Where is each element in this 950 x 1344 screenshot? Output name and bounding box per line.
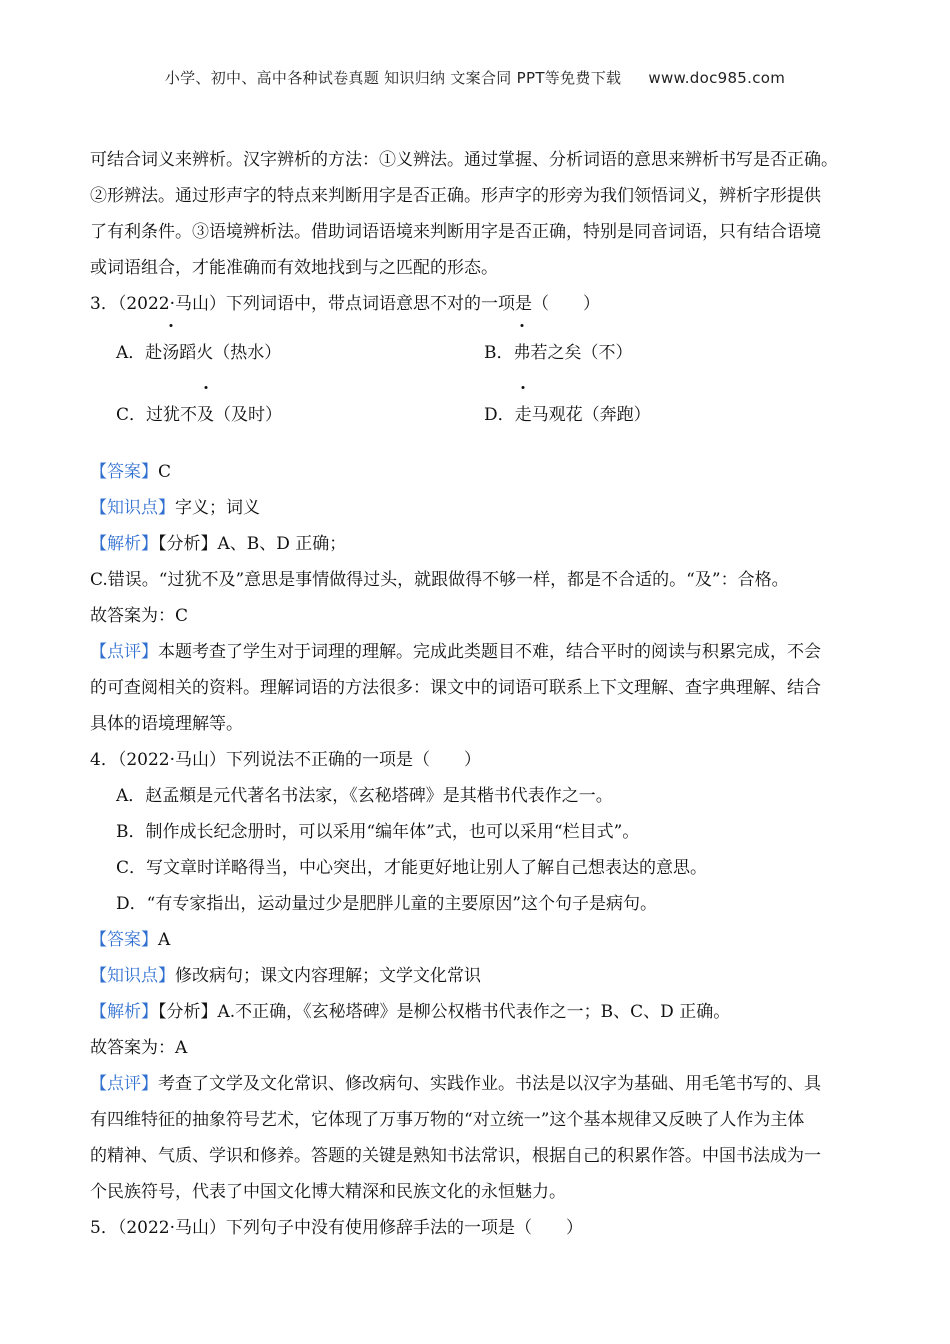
knowledge-tag: 【知识点】 xyxy=(90,498,175,518)
comment-tag: 【点评】 xyxy=(90,1074,158,1094)
answer-value: C xyxy=(158,462,172,482)
knowledge-value: 修改病句；课文内容理解；文学文化常识 xyxy=(175,966,481,986)
comment-value: 本题考查了学生对于词理的理解。完成此类题目不难，结合平时的阅读与积累完成，不会 xyxy=(158,642,821,662)
intro-paragraph xyxy=(90,142,850,286)
knowledge-line xyxy=(90,958,850,994)
analysis-tag: 【解析】 xyxy=(90,1002,158,1022)
answer-tag: 【答案】 xyxy=(90,930,158,950)
option-d-prefix: D． xyxy=(484,405,515,425)
final-answer-line: 故答案为：C xyxy=(90,606,189,626)
answer-tag: 【答案】 xyxy=(90,462,158,482)
dotted-char: 及 xyxy=(197,384,214,446)
question-3-options-row-1 xyxy=(90,322,850,384)
option-a-prefix: A．赴 xyxy=(116,343,163,363)
comment-value: 考查了文学及文化常识、修改病句、实践作业。书法是以汉字为基础、用毛笔书写的、具 xyxy=(158,1074,821,1094)
answer-line xyxy=(90,454,850,490)
comment-line: 个民族符号，代表了中国文化博大精深和民族文化的永恒魅力。 xyxy=(90,1182,566,1202)
question-4 xyxy=(90,742,850,1210)
page-header xyxy=(0,67,950,88)
option-c xyxy=(116,384,282,446)
option-c-suffix: （及时） xyxy=(214,405,283,425)
option-d-suffix: 马观花（奔跑） xyxy=(531,405,651,425)
question-3-options-row-2 xyxy=(90,384,850,446)
analysis-line xyxy=(90,526,850,562)
question-4-stem: 4．（2022·马山）下列说法不正确的一项是（ ） xyxy=(90,750,481,770)
document-body xyxy=(90,142,850,1246)
dotted-char: 弗 xyxy=(514,322,531,384)
option-a: A．赵孟頫是元代著名书法家，《玄秘塔碑》是其楷书代表作之一。 xyxy=(116,786,613,806)
question-5-stem: 5．（2022·马山）下列句子中没有使用修辞手法的一项是（ ） xyxy=(90,1218,583,1238)
final-answer-line: 故答案为：A xyxy=(90,1038,188,1058)
question-3 xyxy=(90,286,850,742)
answer-line xyxy=(90,922,850,958)
explain-line: C.错误。“过犹不及”意思是事情做得过头，就跟做得不够一样，都是不合适的。“及”：合格。 xyxy=(90,570,789,590)
header-url[interactable]: www.doc985.com xyxy=(648,69,786,87)
dotted-char: 走 xyxy=(515,384,532,446)
analysis-value: 【分析】A、B、D 正确； xyxy=(158,534,347,554)
option-a-suffix: 蹈火（热水） xyxy=(179,343,282,363)
question-3-stem: 3．（2022·马山）下列词语中，带点词语意思不对的一项是（ ） xyxy=(90,294,600,314)
option-b-suffix: 若之矣（不） xyxy=(530,343,633,363)
comment-line: 具体的语境理解等。 xyxy=(90,714,243,734)
option-a xyxy=(116,322,281,384)
option-c: C．写文章时详略得当，中心突出，才能更好地让别人了解自己想表达的意思。 xyxy=(116,858,708,878)
question-5 xyxy=(90,1210,850,1246)
comment-line xyxy=(90,634,850,670)
comment-line: 有四维特征的抽象符号艺术，它体现了万事万物的“对立统一”这个基本规律又反映了人作为主体 xyxy=(90,1110,805,1130)
knowledge-line xyxy=(90,490,850,526)
analysis-value: 【分析】A.不正确，《玄秘塔碑》是柳公权楷书代表作之一；B、C、D 正确。 xyxy=(158,1002,731,1022)
intro-line: 或词语组合，才能准确而有效地找到与之匹配的形态。 xyxy=(90,258,498,278)
comment-line: 的精神、气质、学识和修养。答题的关键是熟知书法常识，根据自己的积累作答。中国书法成为一 xyxy=(90,1146,821,1166)
option-b xyxy=(484,322,633,384)
comment-line: 的可查阅相关的资料。理解词语的方法很多：课文中的词语可联系上下文理解、查字典理解、结合 xyxy=(90,678,821,698)
knowledge-value: 字义；词义 xyxy=(175,498,260,518)
option-d xyxy=(484,384,651,446)
intro-line: ②形辨法。通过形声字的特点来判断用字是否正确。形声字的形旁为我们领悟词义，辨析字形提供 xyxy=(90,186,821,206)
knowledge-tag: 【知识点】 xyxy=(90,966,175,986)
intro-line: 了有利条件。③语境辨析法。借助词语语境来判断用字是否正确，特别是同音词语，只有结合语境 xyxy=(90,222,821,242)
analysis-line xyxy=(90,994,850,1030)
dotted-char: 汤 xyxy=(162,322,179,384)
header-text: 小学、初中、高中各种试卷真题 知识归纳 文案合同 PPT等免费下载 xyxy=(164,69,622,87)
analysis-tag: 【解析】 xyxy=(90,534,158,554)
option-c-prefix: C．过犹不 xyxy=(116,405,198,425)
option-b: B．制作成长纪念册时，可以采用“编年体”式，也可以采用“栏目式”。 xyxy=(116,822,640,842)
option-b-prefix: B． xyxy=(484,343,514,363)
comment-tag: 【点评】 xyxy=(90,642,158,662)
answer-value: A xyxy=(158,930,171,950)
option-d: D．“有专家指出，运动量过少是肥胖儿童的主要原因”这个句子是病句。 xyxy=(116,894,658,914)
intro-line: 可结合词义来辨析。汉字辨析的方法：①义辨法。通过掌握、分析词语的意思来辨析书写是否正确。 xyxy=(90,150,838,170)
comment-line xyxy=(90,1066,850,1102)
